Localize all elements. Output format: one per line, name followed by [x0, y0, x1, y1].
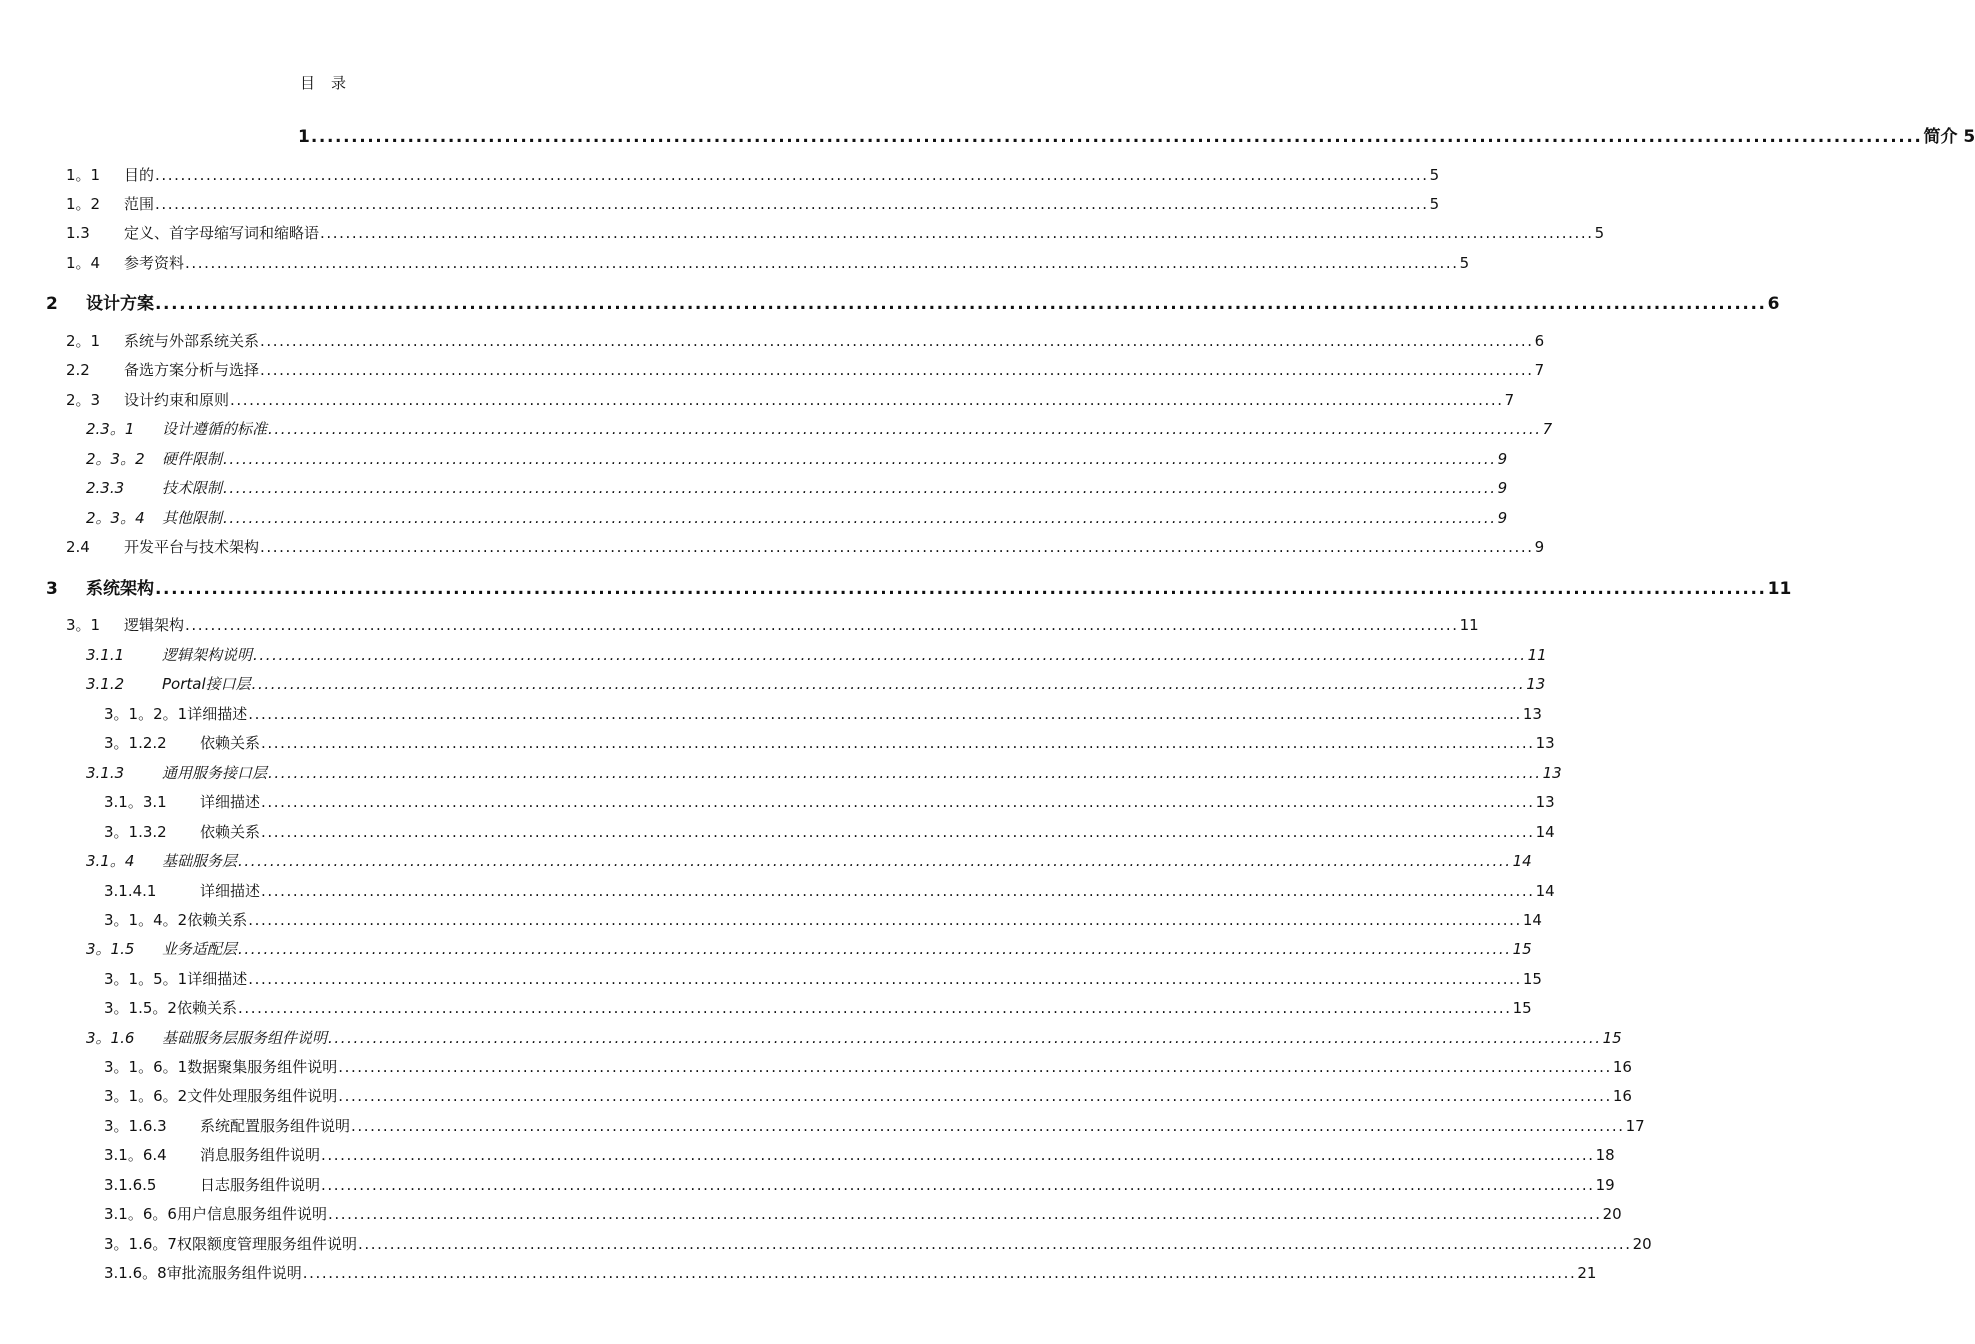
toc-entry[interactable]	[104, 732, 1555, 753]
toc-entry-title: 业务适配层	[162, 940, 238, 958]
toc-entry-number: 3	[46, 579, 58, 599]
toc-entry-title: 消息服务组件说明	[200, 1146, 321, 1164]
toc-entry[interactable]	[104, 1085, 1632, 1106]
toc-leader-dots: ........................................................................................................................................................................................................	[248, 911, 1522, 929]
toc-leader-dots: ........................................................................................................................................................................................................	[260, 361, 1534, 379]
toc-entry-title: 依赖关系	[176, 999, 237, 1017]
toc-leader-dots: ........................................................................................................................................................................................................	[185, 254, 1459, 272]
toc-entry-number: 3.1.2	[86, 675, 125, 693]
toc-leader-dots: ........................................................................................................................................................................................................	[238, 852, 1512, 870]
toc-entry-title: 通用服务接口层	[162, 764, 268, 782]
toc-entry-title: 设计遵循的标准	[162, 420, 268, 438]
toc-entry-title: 设计方案	[86, 294, 154, 314]
toc-leader-dots: ........................................................................................................................................................................................................	[351, 1117, 1625, 1135]
toc-entry-title: 依赖关系	[187, 911, 248, 929]
toc-leader-dots: ........................................................................................................................................................................................................	[223, 450, 1497, 468]
toc-leader-dots: ........................................................................................................................................................................................................	[261, 823, 1535, 841]
toc-entry-title: 参考资料	[124, 254, 185, 272]
toc-leader-dots: ........................................................................................................................................................................................................	[248, 705, 1522, 723]
toc-entry[interactable]	[86, 850, 1532, 871]
toc-entry-number: 2。3。2	[86, 450, 145, 468]
toc-entry[interactable]	[66, 614, 1479, 635]
toc-entry-page: 9	[1497, 509, 1508, 527]
toc-entry-title: 权限额度管理服务组件说明	[176, 1235, 357, 1253]
toc-entry-number: 3。1。6。1	[104, 1058, 188, 1076]
toc-entry-page: 21	[1577, 1264, 1597, 1282]
toc-entry-page: 20	[1632, 1235, 1652, 1253]
toc-entry-title: 目的	[124, 166, 155, 184]
toc-entry[interactable]	[104, 1203, 1622, 1224]
toc-leader-dots: ........................................................................................................................................................................................................	[338, 1087, 1612, 1105]
toc-entry-title: 依赖关系	[200, 734, 261, 752]
toc-entry-page: 7	[1534, 361, 1545, 379]
toc-entry-page: 6	[1534, 332, 1545, 350]
toc-entry-title: 逻辑架构	[124, 616, 185, 634]
toc-entry-title: 审批流服务组件说明	[166, 1264, 302, 1282]
toc-entry[interactable]	[66, 389, 1515, 410]
toc-leader-dots: ........................................................................................................................................................................................................	[155, 166, 1429, 184]
toc-entry-title: 其他限制	[162, 509, 223, 527]
toc-entry-number: 3.1.1	[86, 646, 125, 664]
toc-entry-title: 详细描述	[200, 882, 261, 900]
toc-entry-page: 7	[1504, 391, 1515, 409]
toc-entry-number: 2.2	[66, 361, 90, 379]
toc-entry-page: 6	[1767, 294, 1780, 314]
toc-entry[interactable]	[66, 164, 1440, 185]
toc-entry[interactable]	[104, 1174, 1615, 1195]
toc-entry-title: 用户信息服务组件说明	[176, 1205, 327, 1223]
toc-entry[interactable]	[104, 1262, 1597, 1283]
toc-entry-page: 13	[1526, 675, 1546, 693]
toc-entry[interactable]	[104, 880, 1555, 901]
toc-entry-number: 3。1.5	[86, 940, 135, 958]
toc-entry-page: 11	[1459, 616, 1479, 634]
toc-entry-number: 3.1。6.4	[104, 1146, 167, 1164]
toc-leader-dots: ........................................................................................................................................................................................................	[261, 793, 1535, 811]
toc-entry-page: 19	[1595, 1176, 1615, 1194]
toc-entry[interactable]	[86, 418, 1553, 439]
toc-entry-number: 3.1.4.1	[104, 882, 157, 900]
toc-entry-page: 13	[1522, 705, 1542, 723]
toc-leader-dots: ........................................................................................................................................................................................................	[155, 579, 1767, 599]
toc-entry-number: 2.3。1	[86, 420, 135, 438]
toc-entry[interactable]	[66, 252, 1470, 273]
toc-entry-page: 5	[1429, 195, 1440, 213]
toc-entry-page: 15	[1522, 970, 1542, 988]
toc-entry-number: 2。3。4	[86, 509, 145, 527]
toc-leader-dots: ........................................................................................................................................................................................................	[320, 224, 1594, 242]
toc-entry[interactable]	[104, 703, 1542, 724]
toc-entry-number: 3。1	[66, 616, 101, 634]
toc-entry[interactable]	[104, 968, 1542, 989]
toc-entry-page: 9	[1534, 538, 1545, 556]
toc-leader-dots: ........................................................................................................................................................................................................	[253, 646, 1527, 664]
toc-leader-dots: ........................................................................................................................................................................................................	[338, 1058, 1612, 1076]
toc-entry-page: 13	[1535, 734, 1555, 752]
toc-entry-title: 数据聚集服务组件说明	[187, 1058, 338, 1076]
toc-title-part1: 目	[300, 74, 318, 92]
toc-entry-title: 硬件限制	[162, 450, 223, 468]
toc-entry[interactable]	[66, 193, 1440, 214]
toc-leader-dots: ........................................................................................................................................................................................................	[238, 940, 1512, 958]
toc-entry-number: 3。1.6。7	[104, 1235, 177, 1253]
toc-leader-dots: ........................................................................................................................................................................................................	[357, 1235, 1632, 1253]
toc-leader-dots: ........................................................................................................................................................................................................	[260, 332, 1534, 350]
toc-entry-number: 1。4	[66, 254, 101, 272]
toc-entry-number: 3.1。3.1	[104, 793, 167, 811]
toc-entry-page: 14	[1535, 823, 1555, 841]
toc-entry-page: 14	[1535, 882, 1555, 900]
toc-entry-page: 7	[1542, 420, 1553, 438]
toc-entry-title: 范围	[124, 195, 155, 213]
toc-entry-page: 13	[1535, 793, 1555, 811]
toc-entry-page: 15	[1512, 940, 1532, 958]
toc-entry-title: 系统配置服务组件说明	[200, 1117, 351, 1135]
toc-entry-page: 简介 5	[1923, 127, 1975, 147]
toc-leader-dots: ........................................................................................................................................................................................................	[261, 882, 1535, 900]
toc-entry-page: 5	[1459, 254, 1470, 272]
toc-entry-number: 2.3.3	[86, 479, 125, 497]
toc-entry-title: 备选方案分析与选择	[124, 361, 260, 379]
toc-entry-number: 2.4	[66, 538, 90, 556]
toc-entry-number: 3。1。4。2	[104, 911, 188, 929]
toc-entry-title: Portal接口层	[162, 675, 251, 693]
toc-leader-dots: ........................................................................................................................................................................................................	[321, 1176, 1595, 1194]
toc-leader-dots: ........................................................................................................................................................................................................	[230, 391, 1504, 409]
toc-entry[interactable]	[86, 448, 1508, 469]
toc-entry-title: 依赖关系	[200, 823, 261, 841]
toc-entry-number: 3。1.3.2	[104, 823, 167, 841]
toc-entry-page: 9	[1497, 479, 1508, 497]
toc-entry[interactable]	[104, 997, 1532, 1018]
toc-leader-dots: ........................................................................................................................................................................................................	[155, 195, 1429, 213]
toc-entry[interactable]	[86, 507, 1508, 528]
toc-leader-dots: ........................................................................................................................................................................................................	[223, 479, 1497, 497]
toc-entry-page: 5	[1594, 224, 1605, 242]
toc-entry-page: 16	[1612, 1087, 1632, 1105]
toc-entry[interactable]	[66, 330, 1545, 351]
toc-entry-number: 3。1.5。2	[104, 999, 177, 1017]
toc-entry-page: 5	[1429, 166, 1440, 184]
toc-entry-number: 3。1。5。1	[104, 970, 188, 988]
toc-entry-title: 逻辑架构说明	[162, 646, 253, 664]
toc-leader-dots: ........................................................................................................................................................................................................	[328, 1029, 1602, 1047]
toc-entry-number: 3。1.6	[86, 1029, 135, 1047]
toc-entry[interactable]	[104, 1233, 1652, 1254]
toc-entry-page: 20	[1602, 1205, 1622, 1223]
toc-leader-dots: ........................................................................................................................................................................................................	[185, 616, 1459, 634]
toc-leader-dots: ........................................................................................................................................................................................................	[155, 294, 1767, 314]
toc-entry-title: 基础服务层	[162, 852, 238, 870]
toc-title-part2: 录	[331, 74, 349, 92]
toc-entry-number: 1。1	[66, 166, 101, 184]
toc-entry[interactable]	[104, 1056, 1632, 1077]
toc-entry-number: 3.1。6。6	[104, 1205, 177, 1223]
toc-entry-number: 3.1.3	[86, 764, 125, 782]
toc-entry-page: 16	[1612, 1058, 1632, 1076]
toc-entry-number: 3。1。2。1	[104, 705, 188, 723]
toc-entry-title: 开发平台与技术架构	[124, 538, 260, 556]
toc-entry[interactable]	[86, 762, 1562, 783]
toc-entry[interactable]	[86, 477, 1508, 498]
toc-entry-number: 2。1	[66, 332, 101, 350]
toc-entry[interactable]	[104, 821, 1555, 842]
toc-leader-dots: ........................................................................................................................................................................................................	[302, 1264, 1577, 1282]
toc-entry[interactable]	[66, 359, 1545, 380]
toc-entry-page: 14	[1522, 911, 1542, 929]
toc-entry-title: 定义、首字母缩写词和缩略语	[124, 224, 320, 242]
toc-leader-dots: ........................................................................................................................................................................................................	[310, 127, 1923, 147]
toc-entry-number: 2。3	[66, 391, 101, 409]
toc-entry-title: 系统架构	[86, 579, 154, 599]
toc-entry-number: 3.1.6。8	[104, 1264, 167, 1282]
toc-entry-title: 设计约束和原则	[124, 391, 230, 409]
toc-entry[interactable]	[86, 938, 1532, 959]
toc-entry[interactable]	[66, 222, 1605, 243]
toc-leader-dots: ........................................................................................................................................................................................................	[260, 538, 1534, 556]
toc-entry[interactable]	[86, 1027, 1622, 1048]
toc-leader-dots: ........................................................................................................................................................................................................	[261, 734, 1535, 752]
toc-entry[interactable]	[104, 791, 1555, 812]
toc-entry-title: 日志服务组件说明	[200, 1176, 321, 1194]
toc-entry-number: 3。1。6。2	[104, 1087, 188, 1105]
toc-entry-title: 详细描述	[187, 970, 248, 988]
toc-entry[interactable]	[298, 122, 1975, 147]
toc-entry-number: 1	[298, 127, 310, 147]
toc-entry-title: 详细描述	[200, 793, 261, 811]
toc-leader-dots: ........................................................................................................................................................................................................	[251, 675, 1526, 693]
toc-entry-title: 系统与外部系统关系	[124, 332, 260, 350]
toc-entry-number: 3。1.2.2	[104, 734, 167, 752]
toc-entry-page: 11	[1527, 646, 1547, 664]
toc-title	[300, 72, 348, 93]
toc-leader-dots: ........................................................................................................................................................................................................	[327, 1205, 1602, 1223]
toc-entry[interactable]	[86, 673, 1546, 694]
toc-entry-title: 技术限制	[162, 479, 223, 497]
toc-entry-number: 1.3	[66, 224, 90, 242]
toc-entry[interactable]	[86, 644, 1547, 665]
toc-entry-number: 2	[46, 294, 58, 314]
toc-leader-dots: ........................................................................................................................................................................................................	[223, 509, 1497, 527]
toc-entry-page: 15	[1602, 1029, 1622, 1047]
toc-entry-title: 详细描述	[187, 705, 248, 723]
toc-entry-title: 文件处理服务组件说明	[187, 1087, 338, 1105]
toc-entry-number: 3.1.6.5	[104, 1176, 157, 1194]
toc-entry-page: 13	[1542, 764, 1562, 782]
toc-entry-page: 17	[1625, 1117, 1645, 1135]
toc-entry-page: 14	[1512, 852, 1532, 870]
toc-entry[interactable]	[46, 289, 1780, 314]
toc-entry-number: 3。1.6.3	[104, 1117, 167, 1135]
toc-entry-page: 9	[1497, 450, 1508, 468]
toc-entry-page: 18	[1595, 1146, 1615, 1164]
toc-entry[interactable]	[104, 909, 1542, 930]
toc-entry-title: 基础服务层服务组件说明	[162, 1029, 328, 1047]
toc-entry-page: 11	[1767, 579, 1792, 599]
toc-entry[interactable]	[46, 574, 1792, 599]
toc-entry-page: 15	[1512, 999, 1532, 1017]
toc-leader-dots: ........................................................................................................................................................................................................	[268, 764, 1542, 782]
toc-entry[interactable]	[66, 536, 1545, 557]
toc-entry[interactable]	[104, 1115, 1645, 1136]
toc-leader-dots: ........................................................................................................................................................................................................	[268, 420, 1542, 438]
toc-entry-number: 1。2	[66, 195, 101, 213]
toc-entry[interactable]	[104, 1144, 1615, 1165]
toc-leader-dots: ........................................................................................................................................................................................................	[237, 999, 1512, 1017]
toc-entry-number: 3.1。4	[86, 852, 135, 870]
toc-leader-dots: ........................................................................................................................................................................................................	[321, 1146, 1595, 1164]
toc-leader-dots: ........................................................................................................................................................................................................	[248, 970, 1522, 988]
